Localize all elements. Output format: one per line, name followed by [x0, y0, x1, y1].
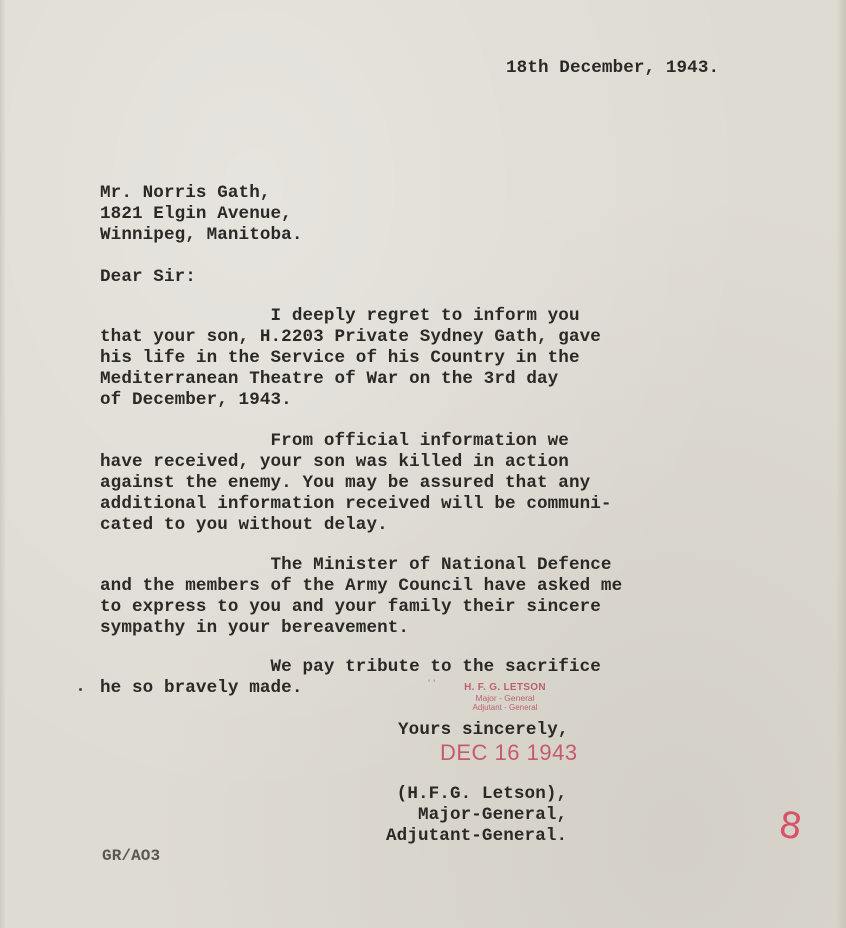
letter-date: 18th December, 1943.	[506, 58, 720, 78]
handwritten-page-number: 8	[776, 804, 805, 849]
paper-edge-left	[0, 0, 6, 928]
stamp-title: Adjutant - General	[472, 703, 538, 712]
recipient-street: 1821 Elgin Avenue,	[100, 204, 292, 224]
reference-code: GR/AO3	[102, 847, 161, 865]
date-stamp: DEC 16 1943	[440, 740, 578, 765]
recipient-city: Winnipeg, Manitoba.	[100, 225, 303, 245]
signature-block	[386, 784, 567, 847]
ink-dot	[79, 688, 82, 691]
signature-name-stamp	[446, 683, 564, 713]
stamp-marks: ' '	[428, 678, 436, 690]
paragraph-sympathy: The Minister of National Defence and the members of the Army Council have asked me to express to you and your family their sincere sympathy in your bereavement.	[100, 555, 623, 638]
paragraph-notification: I deeply regret to inform you that your son, H.2203 Private Sydney Gath, gave his life in the Service of his Country in the Mediterranean Theatre of War on the 3rd day of December, 1943.	[100, 306, 601, 410]
signatory-title: Adjutant-General.	[386, 826, 568, 846]
recipient-name: Mr. Norris Gath,	[100, 183, 271, 203]
paper-edge-right	[836, 0, 846, 928]
recipient-address	[100, 183, 303, 246]
paragraph-tribute: We pay tribute to the sacrifice he so bravely made.	[100, 657, 601, 698]
salutation: Dear Sir:	[100, 267, 196, 287]
stamp-name: H. F. G. LETSON	[464, 682, 546, 693]
paragraph-official-information: From official information we have received, your son was killed in action against the enemy. You may be assured that any additional information received will be communi- cated to you without delay.	[100, 431, 612, 535]
closing: Yours sincerely,	[398, 720, 569, 740]
signatory-rank: Major-General,	[417, 805, 568, 825]
stamp-rank: Major - General	[475, 693, 535, 703]
signatory-name: (H.F.G. Letson),	[396, 784, 568, 804]
